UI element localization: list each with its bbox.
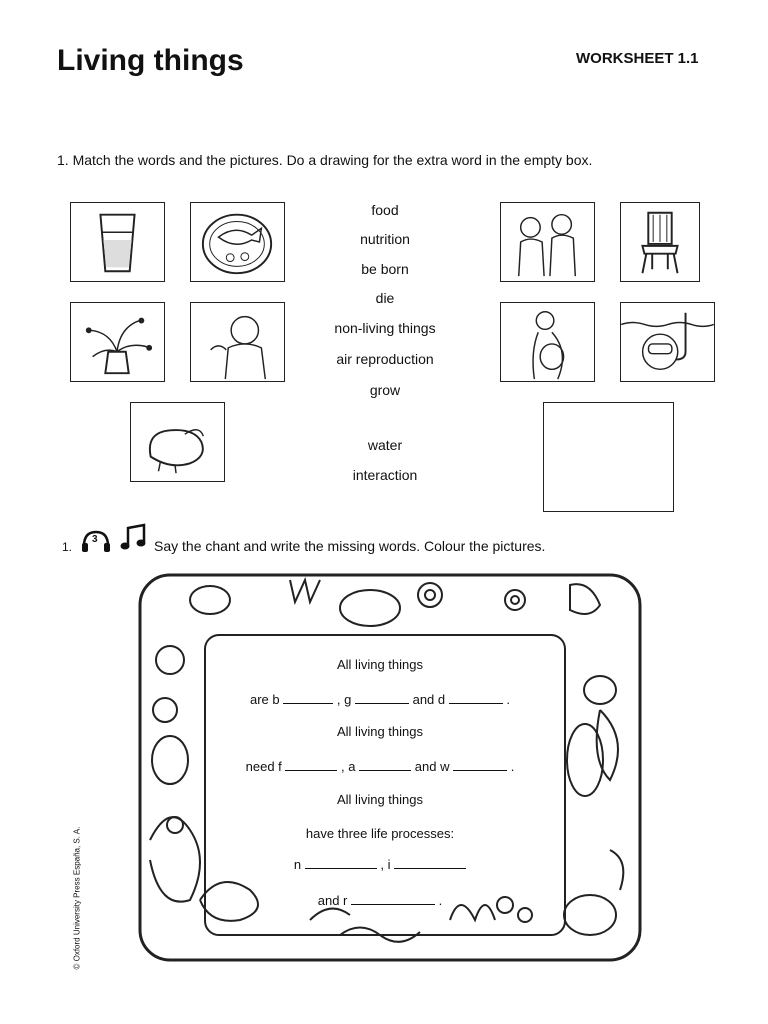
word-food: food: [371, 202, 399, 218]
chant-line-8: [200, 892, 560, 908]
word-nutrition: nutrition: [360, 231, 410, 247]
blank-grow[interactable]: [355, 691, 409, 704]
picture-pregnant-woman: [500, 302, 595, 382]
chant-text: n: [293, 857, 302, 872]
word-non-living-things: non-living things: [334, 320, 436, 336]
blank-born[interactable]: [283, 691, 333, 704]
blank-nutrition[interactable]: [305, 856, 377, 869]
track-number: 3: [92, 534, 98, 545]
chant-line-3: All living things: [337, 724, 423, 739]
chant-text: and w: [414, 759, 450, 774]
music-note-icon: [118, 522, 148, 552]
word-air-reproduction: air reproduction: [336, 351, 434, 367]
chant-line-1: All living things: [337, 657, 423, 672]
exercise2-instruction: Say the chant and write the missing words. Colour the pictures.: [154, 538, 546, 554]
picture-dead-plant: [70, 302, 165, 382]
worksheet-label: WORKSHEET 1.1: [576, 50, 699, 67]
word-grow: grow: [369, 382, 401, 398]
blank-reproduction[interactable]: [351, 892, 435, 905]
blank-air[interactable]: [359, 758, 411, 771]
chant-line-6: have three life processes:: [305, 826, 455, 841]
picture-plate-of-fish: [190, 202, 285, 282]
chant-text: , a: [341, 759, 356, 774]
chant-text: , g: [336, 692, 352, 707]
word-die: die: [375, 290, 395, 306]
chant-text: , i: [380, 857, 391, 872]
blank-die[interactable]: [449, 691, 503, 704]
chant-line-2: [200, 691, 560, 707]
page-title: Living things: [57, 44, 244, 77]
word-interaction: interaction: [352, 467, 418, 483]
picture-glass-of-water: [70, 202, 165, 282]
copyright-notice: © Oxford University Press España, S. A.: [72, 826, 82, 970]
picture-sleeping-dog: [130, 402, 225, 482]
blank-food[interactable]: [285, 758, 337, 771]
picture-boy-eating: [190, 302, 285, 382]
exercise2-number: 1.: [62, 540, 73, 554]
chant-text: and d: [412, 692, 446, 707]
picture-chair: [620, 202, 700, 282]
blank-water[interactable]: [453, 758, 507, 771]
chant-text: .: [506, 692, 511, 707]
blank-interaction[interactable]: [394, 856, 466, 869]
exercise1-instruction: 1. Match the words and the pictures. Do a drawing for the extra word in the empty box.: [57, 152, 593, 168]
chant-line-4: [200, 758, 560, 774]
chant-text: need f: [245, 759, 282, 774]
chant-text: .: [438, 893, 443, 908]
word-be-born: be born: [361, 261, 409, 277]
chant-text: and r: [317, 893, 348, 908]
word-water: water: [367, 437, 403, 453]
chant-line-5: All living things: [337, 792, 423, 807]
chant-text: .: [510, 759, 515, 774]
chant-text: are b: [249, 692, 280, 707]
empty-drawing-box[interactable]: [543, 402, 674, 512]
picture-girl-snorkeling: [620, 302, 715, 382]
picture-children-eating: [500, 202, 595, 282]
chant-line-7: [200, 856, 560, 872]
